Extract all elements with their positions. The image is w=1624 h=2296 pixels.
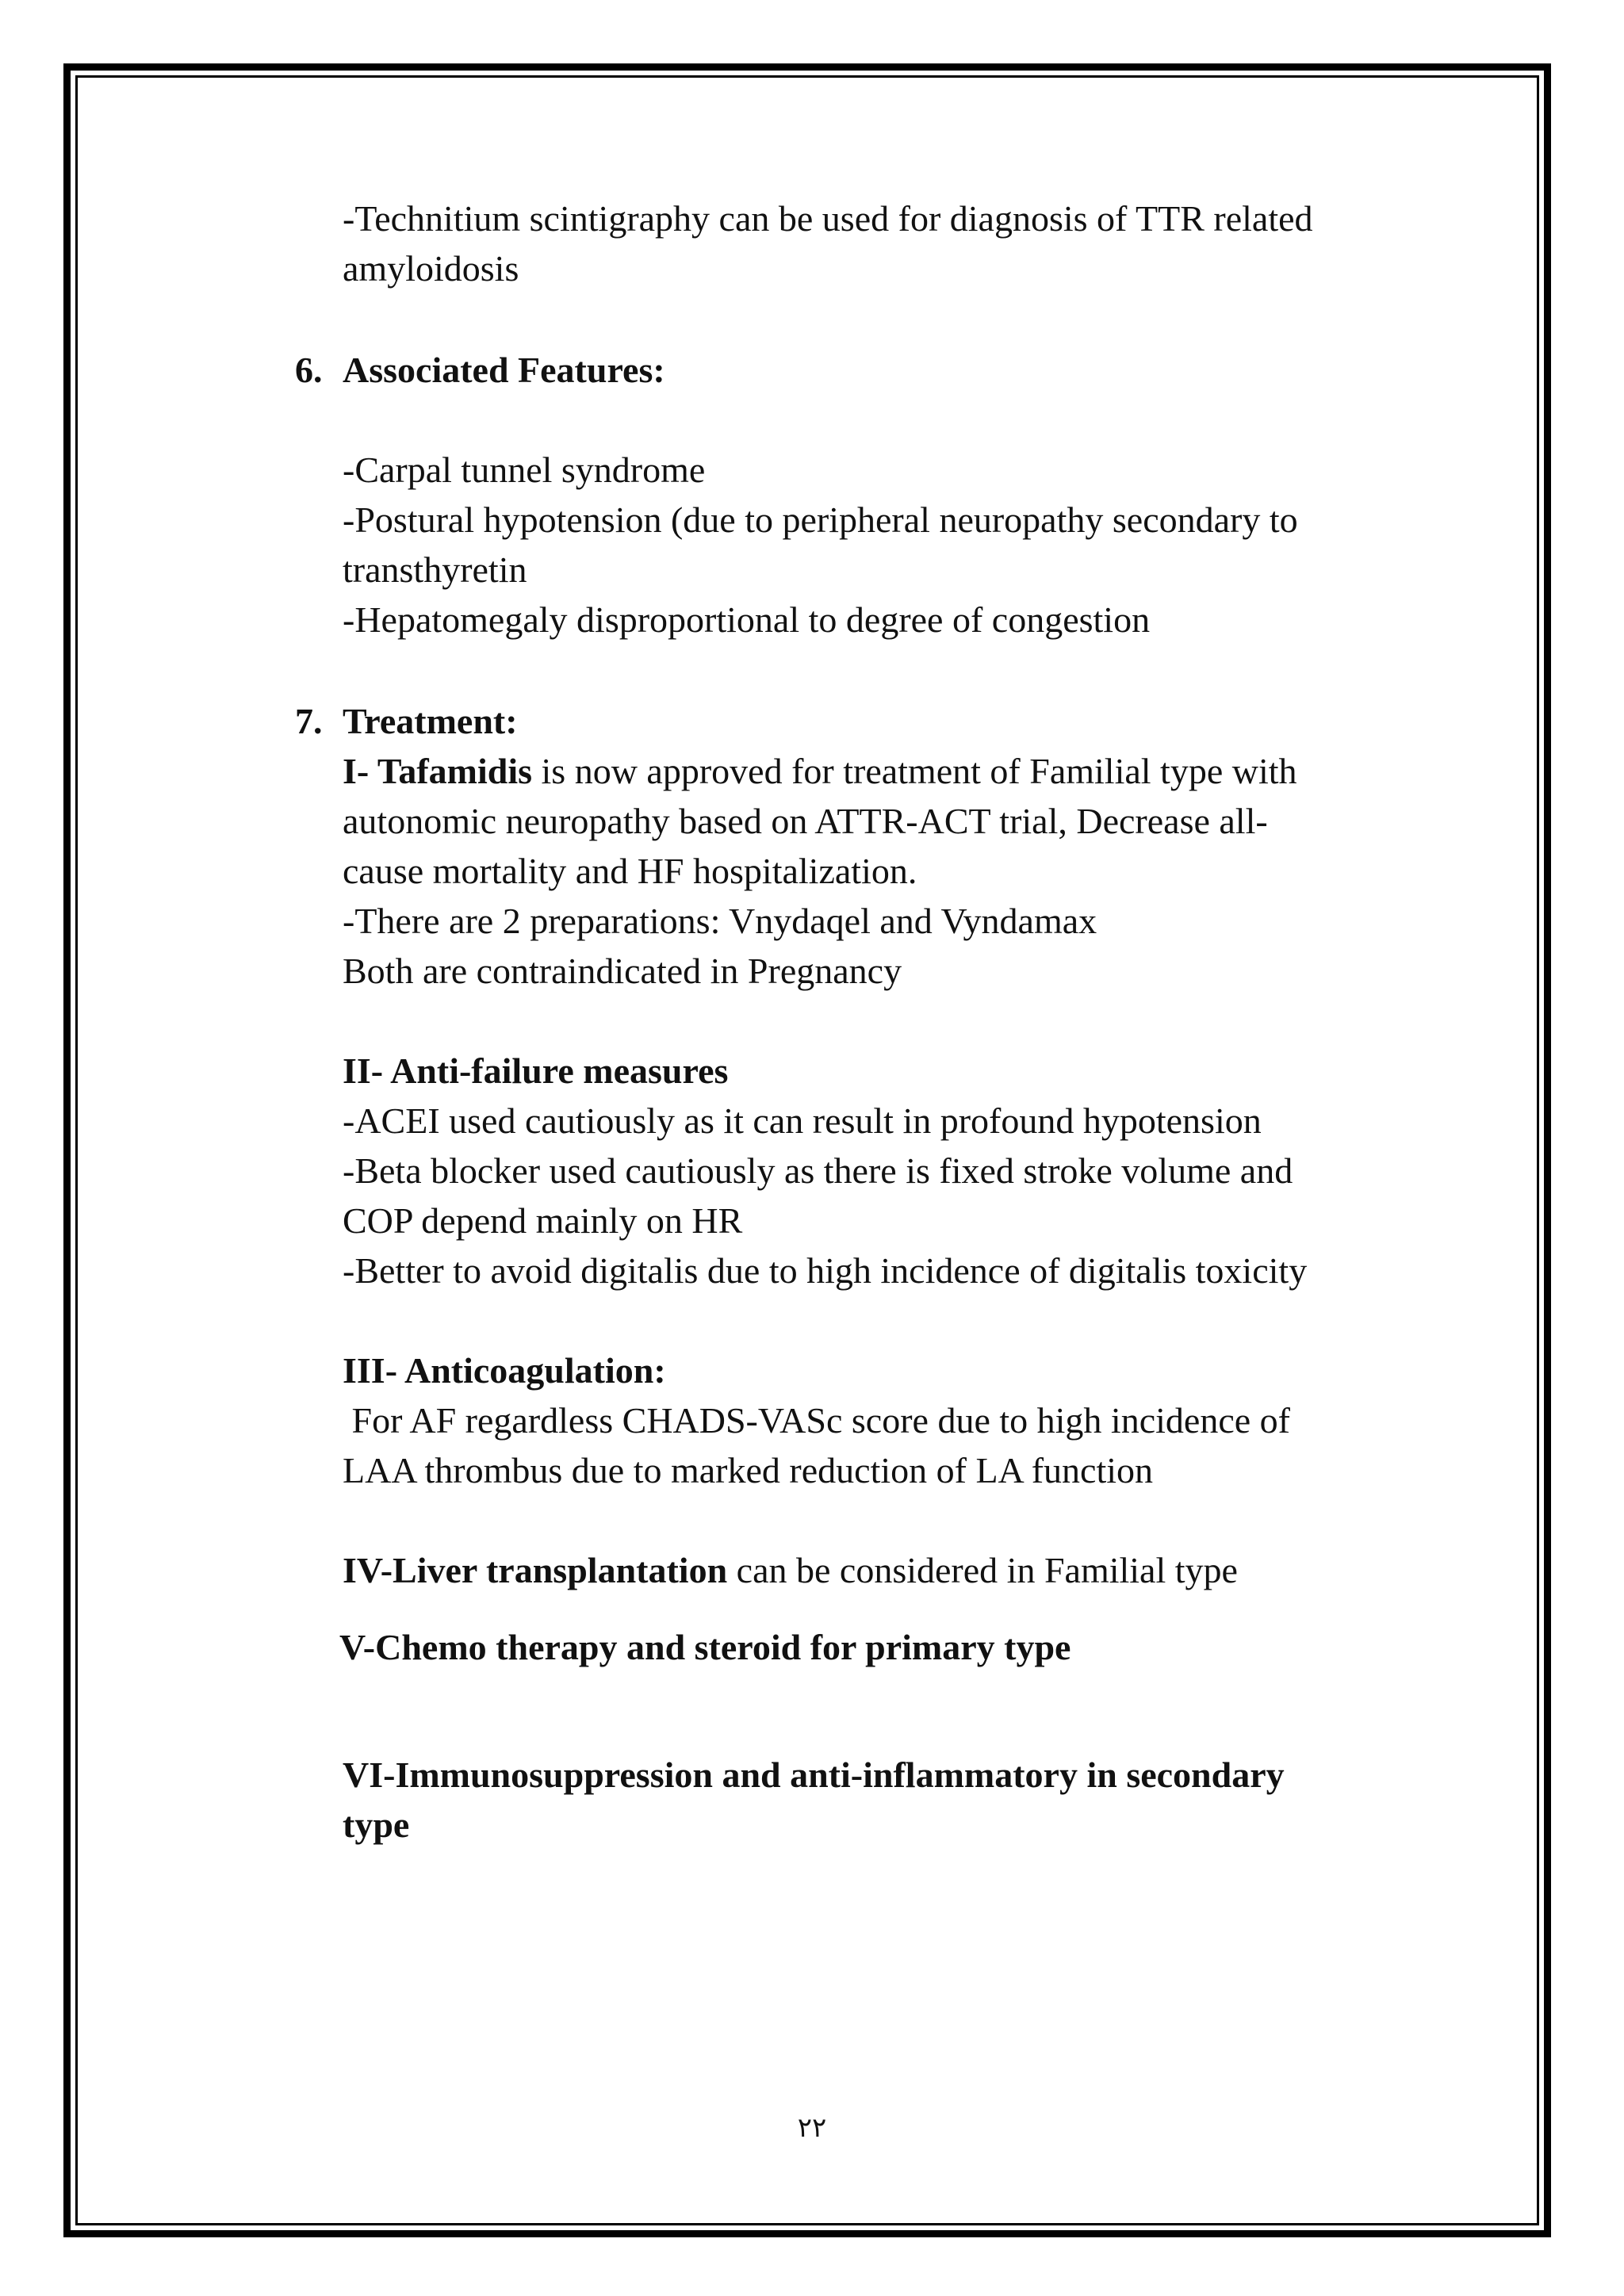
tafamidis-line-2: autonomic neuropathy based on ATTR-ACT trial, Decrease all- [343, 801, 1268, 841]
section-6-heading: Associated Features: [343, 350, 665, 390]
section-6-item-4: -Hepatomegaly disproportional to degree of congestion [343, 599, 1151, 640]
section-6-number: 6. [295, 350, 323, 390]
section-6-item-3: transthyretin [343, 549, 527, 590]
tafamidis-line-5: Both are contraindicated in Pregnancy [343, 951, 902, 991]
tafamidis-line-1-rest: is now approved for treatment of Familial type with [532, 751, 1297, 791]
anti-failure-line-1: -ACEI used cautiously as it can result in profound hypotension [343, 1100, 1262, 1141]
chemo-therapy-line: V-Chemo therapy and steroid for primary type [339, 1627, 1071, 1667]
tafamidis-label: I- Tafamidis [343, 751, 533, 791]
anticoagulation-line-1: For AF regardless CHADS-VASc score due to high incidence of [343, 1400, 1290, 1441]
tafamidis-line-1 [343, 747, 1297, 796]
section-7-number: 7. [295, 701, 323, 741]
section-6-item-2: -Postural hypotension (due to peripheral neuropathy secondary to [343, 499, 1298, 540]
liver-transplant-label: IV-Liver transplantation [343, 1550, 728, 1590]
tafamidis-line-3: cause mortality and HF hospitalization. [343, 851, 917, 891]
anti-failure-line-3: COP depend mainly on HR [343, 1200, 743, 1241]
anti-failure-heading: II- Anti-failure measures [343, 1050, 729, 1091]
anti-failure-line-2: -Beta blocker used cautiously as there is fixed stroke volume and [343, 1150, 1293, 1191]
section-7-heading: Treatment: [343, 701, 518, 741]
page-number: ٢٢ [797, 2112, 827, 2144]
intro-line-1: -Technitium scintigraphy can be used for diagnosis of TTR related [343, 198, 1313, 239]
anticoagulation-line-2: LAA thrombus due to marked reduction of LA function [343, 1450, 1154, 1490]
liver-transplant-rest: can be considered in Familial type [727, 1550, 1238, 1590]
tafamidis-line-4: -There are 2 preparations: Vnydaqel and Vyndamax [343, 901, 1097, 941]
immunosuppression-line-2: type [343, 1804, 410, 1845]
anticoagulation-heading: III- Anticoagulation: [343, 1350, 666, 1391]
section-6-item-1: -Carpal tunnel syndrome [343, 450, 706, 490]
intro-line-2: amyloidosis [343, 248, 519, 289]
anti-failure-line-4: -Better to avoid digitalis due to high incidence of digitalis toxicity [343, 1250, 1308, 1291]
immunosuppression-line-1: VI-Immunosuppression and anti-inflammatory in secondary [343, 1755, 1285, 1795]
liver-transplant-line [343, 1546, 1238, 1595]
